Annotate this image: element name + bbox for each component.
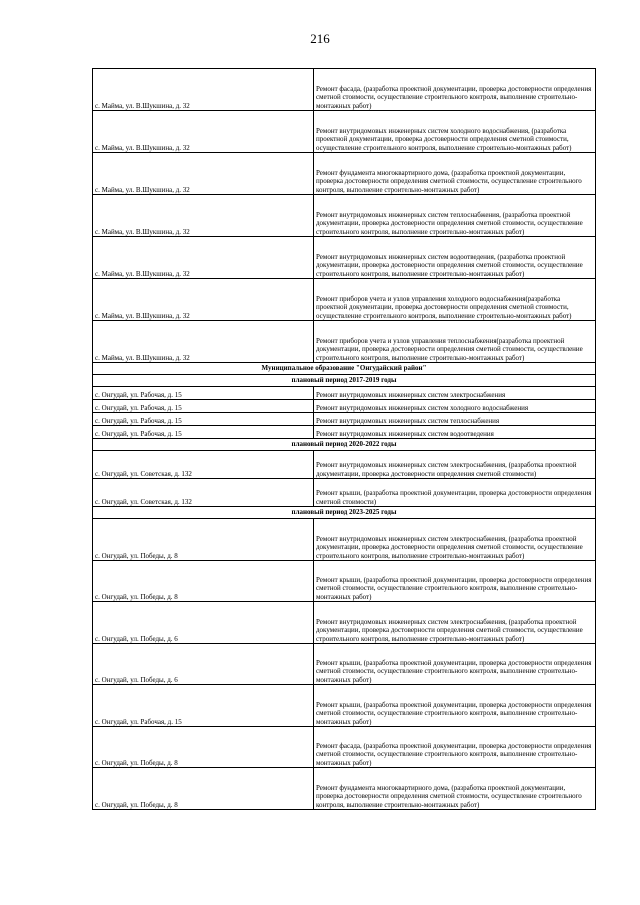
table-row [93, 195, 596, 237]
address-cell: с. Онгудай, ул. Победы, д. 8 [93, 519, 314, 561]
page-number: 216 [310, 31, 330, 46]
table-row [93, 727, 596, 768]
planning-period-row [93, 375, 596, 387]
work-description-cell: Ремонт крыши, (разработка проектной документации, проверка достоверности определения сметной стоимости) [314, 479, 596, 507]
table-row [93, 426, 596, 439]
address-cell: с. Онгудай, ул. Победы, д. 8 [93, 561, 314, 602]
address-cell: с. Онгудай, ул. Рабочая, д. 15 [93, 413, 314, 426]
address-cell: с. Онгудай, ул. Рабочая, д. 15 [93, 387, 314, 400]
municipality-header: Муниципальное образование "Онгудайский район" [93, 363, 596, 375]
table-row [93, 451, 596, 479]
table-row [93, 519, 596, 561]
work-description-cell: Ремонт внутридомовых инженерных систем электроснабжения, (разработка проектной документации, проверка достоверности определения сметной стоимости) [314, 451, 596, 479]
planning-period-row [93, 439, 596, 451]
address-cell: с. Майма, ул. В.Шукшина, д. 32 [93, 279, 314, 321]
address-cell: с. Онгудай, ул. Советская, д. 132 [93, 451, 314, 479]
table-row [93, 561, 596, 602]
address-cell: с. Онгудай, ул. Победы, д. 8 [93, 768, 314, 810]
table-row [93, 768, 596, 810]
work-description-cell: Ремонт внутридомовых инженерных систем холодного водоснабжения [314, 400, 596, 413]
table-row [93, 644, 596, 685]
address-cell: с. Майма, ул. В.Шукшина, д. 32 [93, 321, 314, 363]
work-description-cell: Ремонт внутридомовых инженерных систем теплоснабжения, (разработка проектной документации, проверка достоверности определения сметной стоимости, осуществление строительного контроля, выполнение строительно-монтажных работ) [314, 195, 596, 237]
work-description-cell: Ремонт внутридомовых инженерных систем электроснабжения [314, 387, 596, 400]
table-row [93, 387, 596, 400]
work-description-cell: Ремонт фундамента многоквартирного дома, (разработка проектной документации, проверка достоверности определения сметной стоимости, осуществление строительного контроля, выполнение строительно-монтажных работ) [314, 768, 596, 810]
work-description-cell: Ремонт крыши, (разработка проектной документации, проверка достоверности определения сметной стоимости, осуществление строительного контроля, выполнение строительно-монтажных работ) [314, 644, 596, 685]
table-row [93, 279, 596, 321]
address-cell: с. Онгудай, ул. Рабочая, д. 15 [93, 426, 314, 439]
planning-period-row [93, 507, 596, 519]
address-cell: с. Майма, ул. В.Шукшина, д. 32 [93, 237, 314, 279]
planning-period-header: плановый период 2017-2019 годы [93, 375, 596, 387]
address-cell: с. Онгудай, ул. Рабочая, д. 15 [93, 400, 314, 413]
work-description-cell: Ремонт приборов учета и узлов управления холодного водоснабжения(разработка проектной документации, проверка достоверности определения сметной стоимости, осуществление строительного контроля, выполнение строительно-монтажных работ) [314, 279, 596, 321]
table-row [93, 237, 596, 279]
address-cell: с. Майма, ул. В.Шукшина, д. 32 [93, 111, 314, 153]
table-row [93, 111, 596, 153]
table-row [93, 602, 596, 644]
work-description-cell: Ремонт крыши, (разработка проектной документации, проверка достоверности определения сметной стоимости, осуществление строительного контроля, выполнение строительно-монтажных работ) [314, 561, 596, 602]
table-row [93, 321, 596, 363]
work-description-cell: Ремонт фундамента многоквартирного дома, (разработка проектной документации, проверка достоверности определения сметной стоимости, осуществление строительного контроля, выполнение строительно-монтажных работ) [314, 153, 596, 195]
work-description-cell: Ремонт внутридомовых инженерных систем электроснабжения, (разработка проектной документации, проверка достоверности определения сметной стоимости, осуществление строительного контроля, выполнение строительно-монтажных работ) [314, 602, 596, 644]
address-cell: с. Онгудай, ул. Победы, д. 8 [93, 727, 314, 768]
address-cell: с. Онгудай, ул. Победы, д. 6 [93, 644, 314, 685]
work-description-cell: Ремонт внутридомовых инженерных систем электроснабжения, (разработка проектной документации, проверка достоверности определения сметной стоимости, осуществление строительного контроля, выполнение строительно-монтажных работ) [314, 519, 596, 561]
address-cell: с. Онгудай, ул. Советская, д. 132 [93, 479, 314, 507]
municipality-header-row [93, 363, 596, 375]
planning-period-header: плановый период 2020-2022 годы [93, 439, 596, 451]
address-cell: с. Майма, ул. В.Шукшина, д. 32 [93, 69, 314, 111]
work-description-cell: Ремонт внутридомовых инженерных систем водоотведения, (разработка проектной документации, проверка достоверности определения сметной стоимости, осуществление строительного контроля, выполнение строительно-монтажных работ) [314, 237, 596, 279]
table-row [93, 413, 596, 426]
table-body [93, 69, 596, 810]
work-description-cell: Ремонт внутридомовых инженерных систем теплоснабжения [314, 413, 596, 426]
work-description-cell: Ремонт фасада, (разработка проектной документации, проверка достоверности определения сметной стоимости, осуществление строительного контроля, выполнение строительно-монтажных работ) [314, 69, 596, 111]
table-row [93, 685, 596, 727]
table-row [93, 400, 596, 413]
work-description-cell: Ремонт внутридомовых инженерных систем водоотведения [314, 426, 596, 439]
address-cell: с. Майма, ул. В.Шукшина, д. 32 [93, 153, 314, 195]
table-row [93, 153, 596, 195]
address-cell: с. Онгудай, ул. Победы, д. 6 [93, 602, 314, 644]
address-cell: с. Онгудай, ул. Рабочая, д. 15 [93, 685, 314, 727]
table-row [93, 69, 596, 111]
work-description-cell: Ремонт фасада, (разработка проектной документации, проверка достоверности определения сметной стоимости, осуществление строительного контроля, выполнение строительно-монтажных работ) [314, 727, 596, 768]
work-description-cell: Ремонт приборов учета и узлов управления теплоснабжения(разработка проектной документации, проверка достоверности определения сметной стоимости, осуществление строительного контроля, выполнение строительно-монтажных работ) [314, 321, 596, 363]
table-row [93, 479, 596, 507]
repair-schedule-table [92, 68, 596, 810]
address-cell: с. Майма, ул. В.Шукшина, д. 32 [93, 195, 314, 237]
planning-period-header: плановый период 2023-2025 годы [93, 507, 596, 519]
work-description-cell: Ремонт внутридомовых инженерных систем холодного водоснабжения, (разработка проектной документации, проверка достоверности определения сметной стоимости, осуществление строительного контроля, выполнение строительно-монтажных работ) [314, 111, 596, 153]
work-description-cell: Ремонт крыши, (разработка проектной документации, проверка достоверности определения сметной стоимости, осуществление строительного контроля, выполнение строительно-монтажных работ) [314, 685, 596, 727]
